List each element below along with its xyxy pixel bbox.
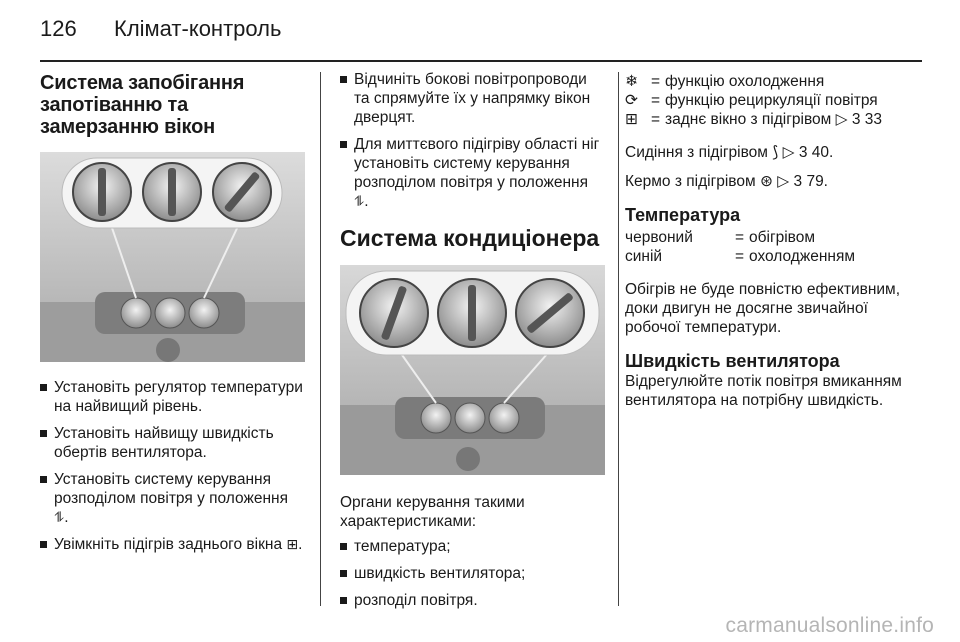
ac-controls-image xyxy=(340,265,605,475)
page-header xyxy=(40,16,281,50)
list-item: розподіл повітря. xyxy=(340,591,605,610)
controls-intro: Органи керування такими характеристиками: xyxy=(340,494,525,530)
legend-row-rear-window: ⊞ = заднє вікно з підігрівом ▷ 3 33 xyxy=(625,111,883,128)
list-item: Для миттєвого підігріву області ніг установіть систему керування розподілом повітря у положення ⥮. xyxy=(340,135,605,211)
column-3 xyxy=(625,72,925,410)
symbol-legend xyxy=(625,72,925,129)
heated-steering-wheel-icon: ⊛ xyxy=(759,173,773,190)
header-rule xyxy=(40,60,922,62)
rear-window-heat-icon: ⊞ xyxy=(625,111,638,128)
controls-list xyxy=(340,537,605,610)
windscreen-airflow-icon: ⥮ xyxy=(54,509,65,525)
ref-arrow-icon: ▷ xyxy=(777,173,790,190)
list-item: швидкість вентилятора; xyxy=(340,564,605,583)
snowflake-icon: ❄ xyxy=(625,73,638,90)
footwell-airflow-icon: ⥮ xyxy=(354,193,365,209)
legend-row-recirculation: ⟳ = функцію рециркуляції повітря xyxy=(625,92,878,109)
chapter-title: Клімат-контроль xyxy=(114,16,282,41)
heated-seat-icon: ⟆ xyxy=(772,144,779,161)
column-2 xyxy=(340,72,605,618)
list-item: Установіть найвищу швидкість обертів вентилятора. xyxy=(40,424,305,462)
legend-row-cooling: ❄ = функцію охолодження xyxy=(625,73,825,90)
defrost-steps xyxy=(40,378,305,554)
defrost-steps-continued xyxy=(340,70,605,211)
table-row: синій = охолодженням xyxy=(625,248,856,265)
ref-arrow-icon: ▷ xyxy=(782,144,795,161)
page-number: 126 xyxy=(40,16,77,41)
column-1 xyxy=(40,72,305,562)
list-item: Установіть регулятор температури на найвищий рівень. xyxy=(40,378,305,416)
column-divider-1 xyxy=(320,72,321,606)
climate-panel-illustration-2 xyxy=(340,265,605,475)
list-item: Увімкніть підігрів заднього вікна ⊞. xyxy=(40,535,305,554)
temperature-heading: Температура xyxy=(625,205,741,225)
climate-panel-illustration-1 xyxy=(40,152,305,362)
defrost-heading: Система запобігання запотіванню та замерзанню вікон xyxy=(40,72,245,138)
watermark: carmanualsonline.info xyxy=(725,614,934,637)
list-item: Відчиніть бокові повітропроводи та спрямуйте їх у напрямку вікон дверцят. xyxy=(340,70,605,127)
table-row: червоний = обігрівом xyxy=(625,229,815,246)
column-divider-2 xyxy=(618,72,619,606)
heated-wheel-line: Кермо з підігрівом ⊛ ▷ 3 79. xyxy=(625,173,828,190)
recirculation-icon: ⟳ xyxy=(625,92,638,109)
fan-speed-text: Відрегулюйте потік повітря вмиканням вентилятора на потрібну швидкість. xyxy=(625,373,902,409)
ac-system-heading: Система кондиціонера xyxy=(340,225,600,251)
fan-speed-heading: Швидкість вентилятора xyxy=(625,351,840,371)
heated-seat-line: Сидіння з підігрівом ⟆ ▷ 3 40. xyxy=(625,144,834,161)
ref-arrow-icon: ▷ xyxy=(835,111,848,128)
temperature-note: Обігрів не буде повністю ефективним, доки двигун не досягне звичайної робочої температури. xyxy=(625,281,901,336)
list-item: Установіть систему керування розподілом повітря у положення ⥮. xyxy=(40,470,305,527)
list-item: температура; xyxy=(340,537,605,556)
temperature-table xyxy=(625,228,925,266)
dashboard-image xyxy=(40,152,305,362)
rear-window-heat-icon: ⊞ xyxy=(286,536,299,552)
